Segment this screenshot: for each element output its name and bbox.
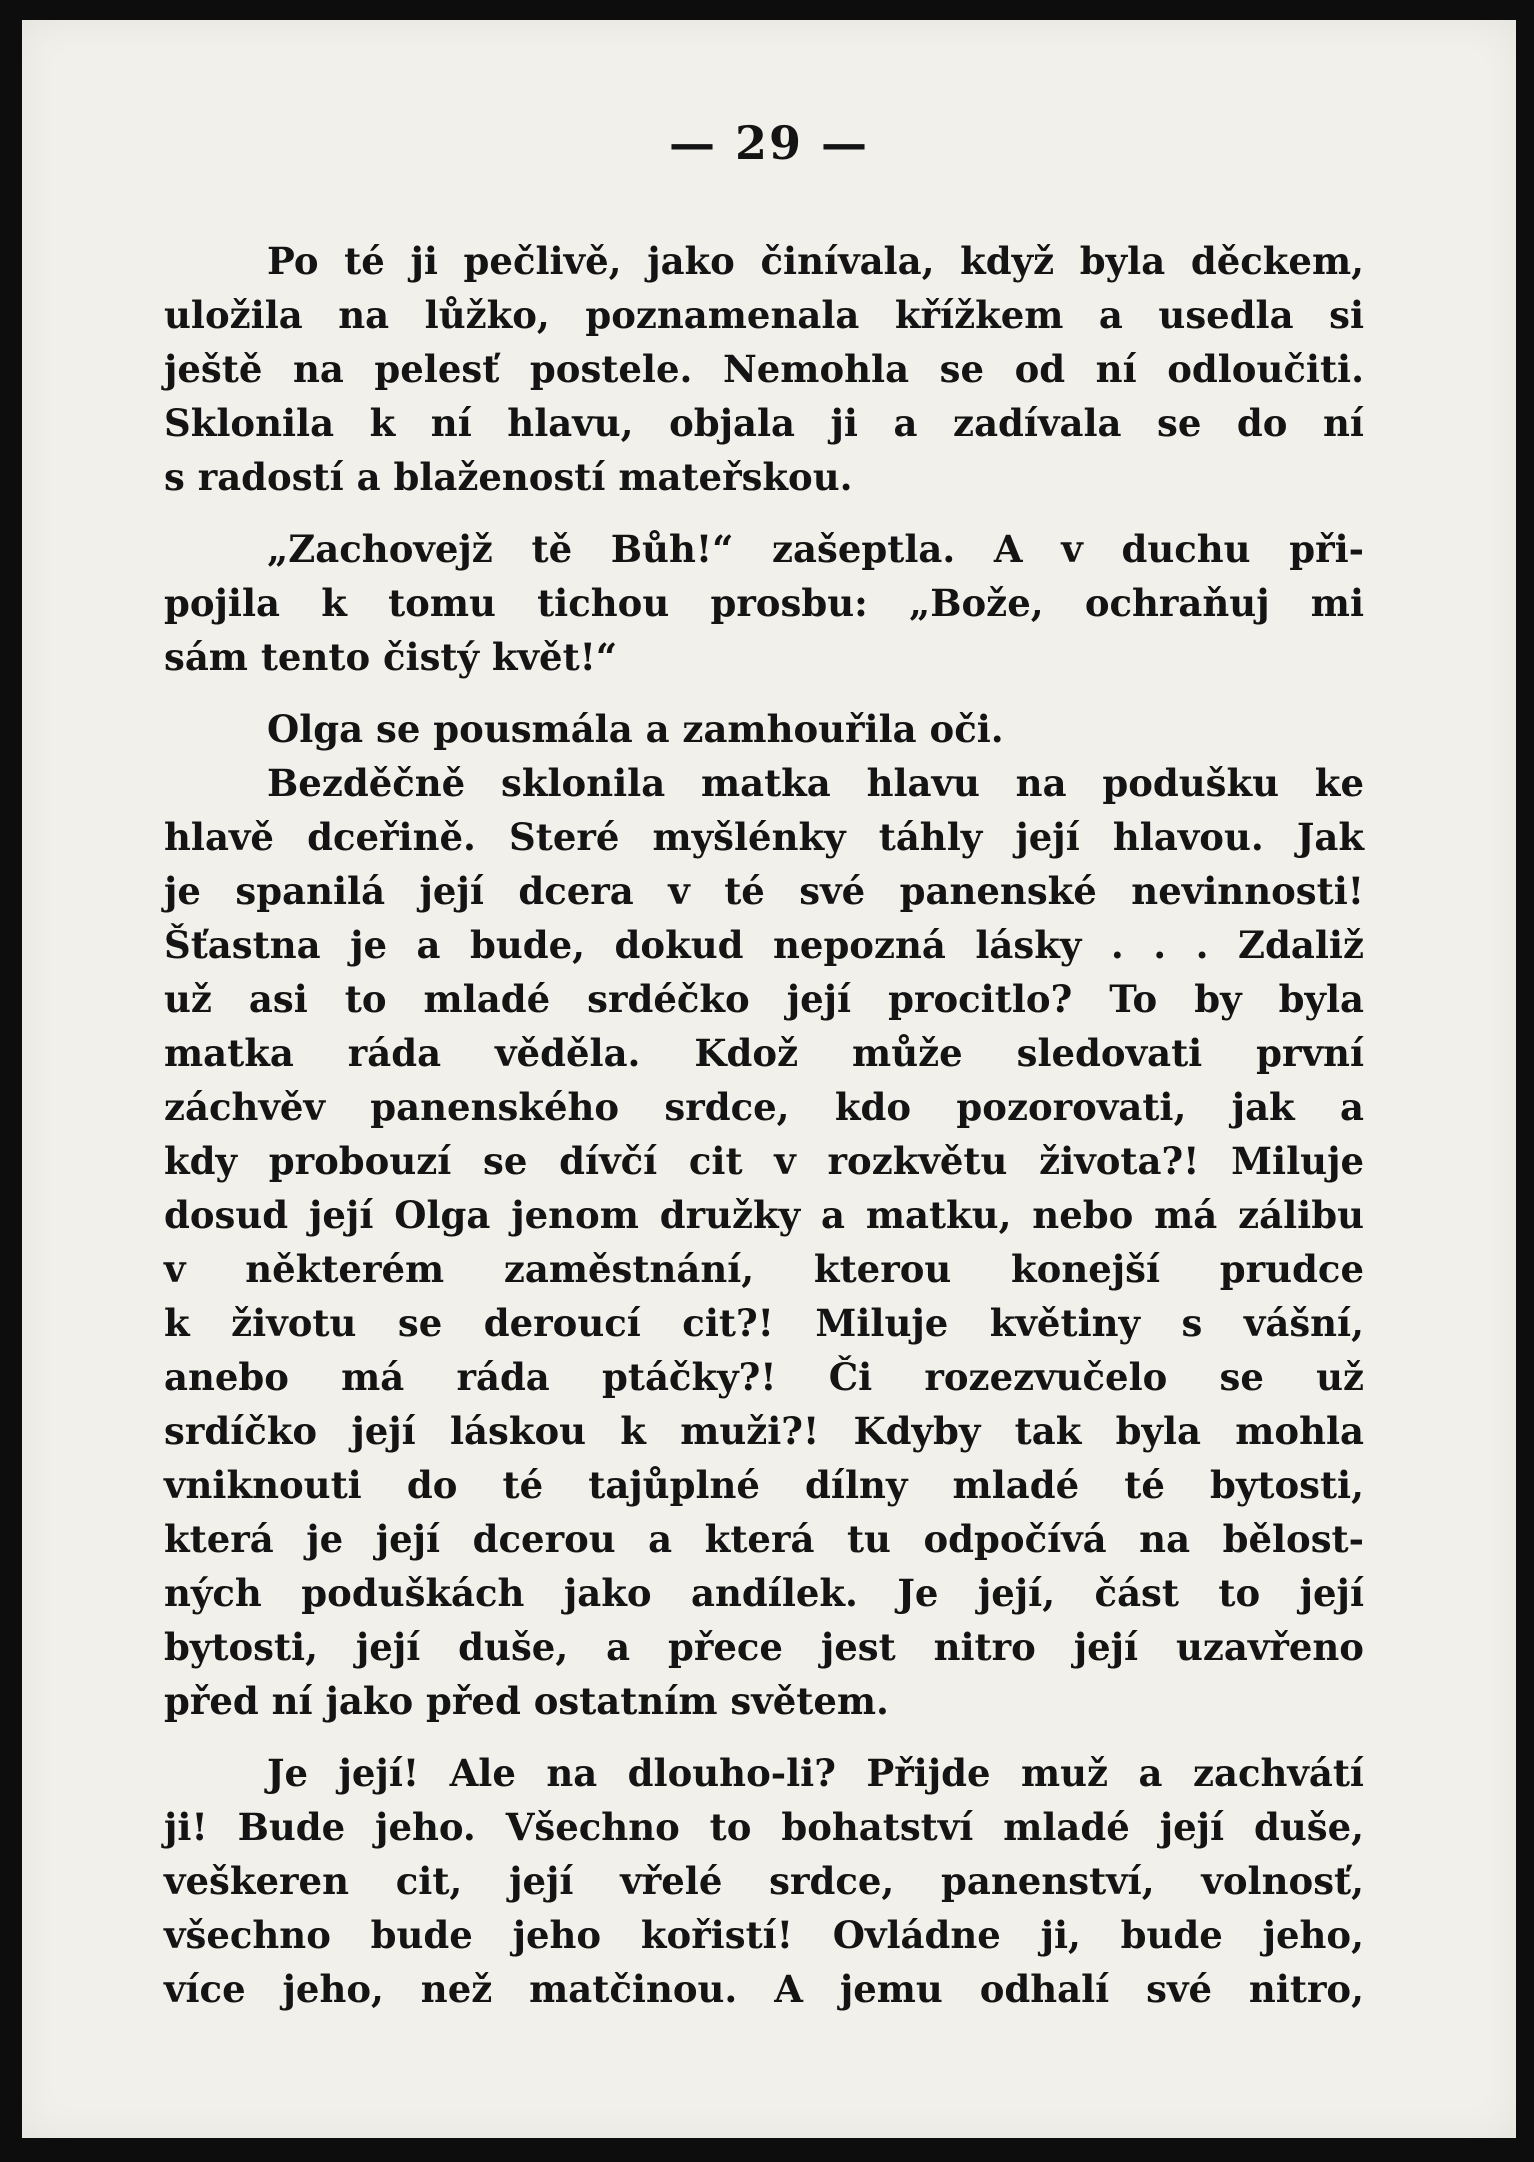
book-page	[22, 20, 1516, 2138]
text-line: Olga se pousmála a zamhouřila oči.	[267, 707, 1004, 751]
text-line: k životu se deroucí cit?! Miluje květiny s vášní,	[164, 1301, 1364, 1345]
text-line: kdy probouzí se dívčí cit v rozkvětu života?! Miluje	[164, 1139, 1364, 1183]
text-line: anebo má ráda ptáčky?! Či rozezvučelo se už	[164, 1355, 1364, 1399]
text-line: záchvěv panenského srdce, kdo pozorovati, jak a	[164, 1085, 1364, 1129]
text-line: sám tento čistý květ!“	[164, 635, 618, 679]
text-line: hlavě dceřině. Steré myšlénky táhly její hlavou. Jak	[164, 815, 1364, 859]
text-line: Šťastna je a bude, dokud nepozná lásky . . . Zdaliž	[164, 923, 1364, 967]
text-line: veškeren cit, její vřelé srdce, panenství, volnosť,	[164, 1859, 1364, 1903]
text-line: Sklonila k ní hlavu, objala ji a zadívala se do ní	[164, 401, 1364, 445]
text-line: všechno bude jeho kořistí! Ovládne ji, bude jeho,	[164, 1913, 1364, 1957]
text-line: už asi to mladé srdéčko její procitlo? To by byla	[164, 977, 1364, 1021]
text-line: matka ráda věděla. Kdož může sledovati první	[164, 1031, 1364, 1075]
paragraph	[164, 522, 1364, 684]
text-line: bytosti, její duše, a přece jest nitro její uzavřeno	[164, 1625, 1364, 1669]
text-line: ještě na pelesť postele. Nemohla se od ní odloučiti.	[164, 347, 1364, 391]
text-line: Bezděčně sklonila matka hlavu na podušku ke	[267, 761, 1364, 805]
text-line: vniknouti do té tajůplné dílny mladé té bytosti,	[164, 1463, 1364, 1507]
page-number: — 29 —	[668, 116, 870, 170]
text-line: Po té ji pečlivě, jako činívala, když byla děckem,	[267, 239, 1364, 283]
text-line: před ní jako před ostatním světem.	[164, 1679, 889, 1723]
text-line: srdíčko její láskou k muži?! Kdyby tak byla mohla	[164, 1409, 1364, 1453]
text-line: více jeho, než matčinou. A jemu odhalí své nitro,	[164, 1967, 1364, 2011]
text-line: uložila na lůžko, poznamenala křížkem a usedla si	[164, 293, 1364, 337]
text-line: je spanilá její dcera v té své panenské nevinnosti!	[164, 869, 1364, 913]
paragraph	[164, 1746, 1364, 2016]
text-line: s radostí a blažeností mateřskou.	[164, 455, 853, 499]
text-line: ji! Bude jeho. Všechno to bohatství mladé její duše,	[164, 1805, 1364, 1849]
body-text	[164, 234, 1364, 2016]
text-line: Je její! Ale na dlouho-li? Přijde muž a zachvátí	[267, 1751, 1364, 1795]
text-line: ných poduškách jako andílek. Je její, část to její	[164, 1571, 1364, 1615]
text-line: „Zachovejž tě Bůh!“ zašeptla. A v duchu při-	[267, 527, 1364, 571]
text-line: v některém zaměstnání, kterou konejší prudce	[164, 1247, 1364, 1291]
paragraph	[164, 756, 1364, 1728]
text-line: pojila k tomu tichou prosbu: „Bože, ochraňuj mi	[164, 581, 1364, 625]
paragraph	[164, 234, 1364, 504]
text-line: dosud její Olga jenom družky a matku, nebo má zálibu	[164, 1193, 1364, 1237]
paragraph	[164, 702, 1364, 756]
text-line: která je její dcerou a která tu odpočívá na bělost-	[164, 1517, 1364, 1561]
